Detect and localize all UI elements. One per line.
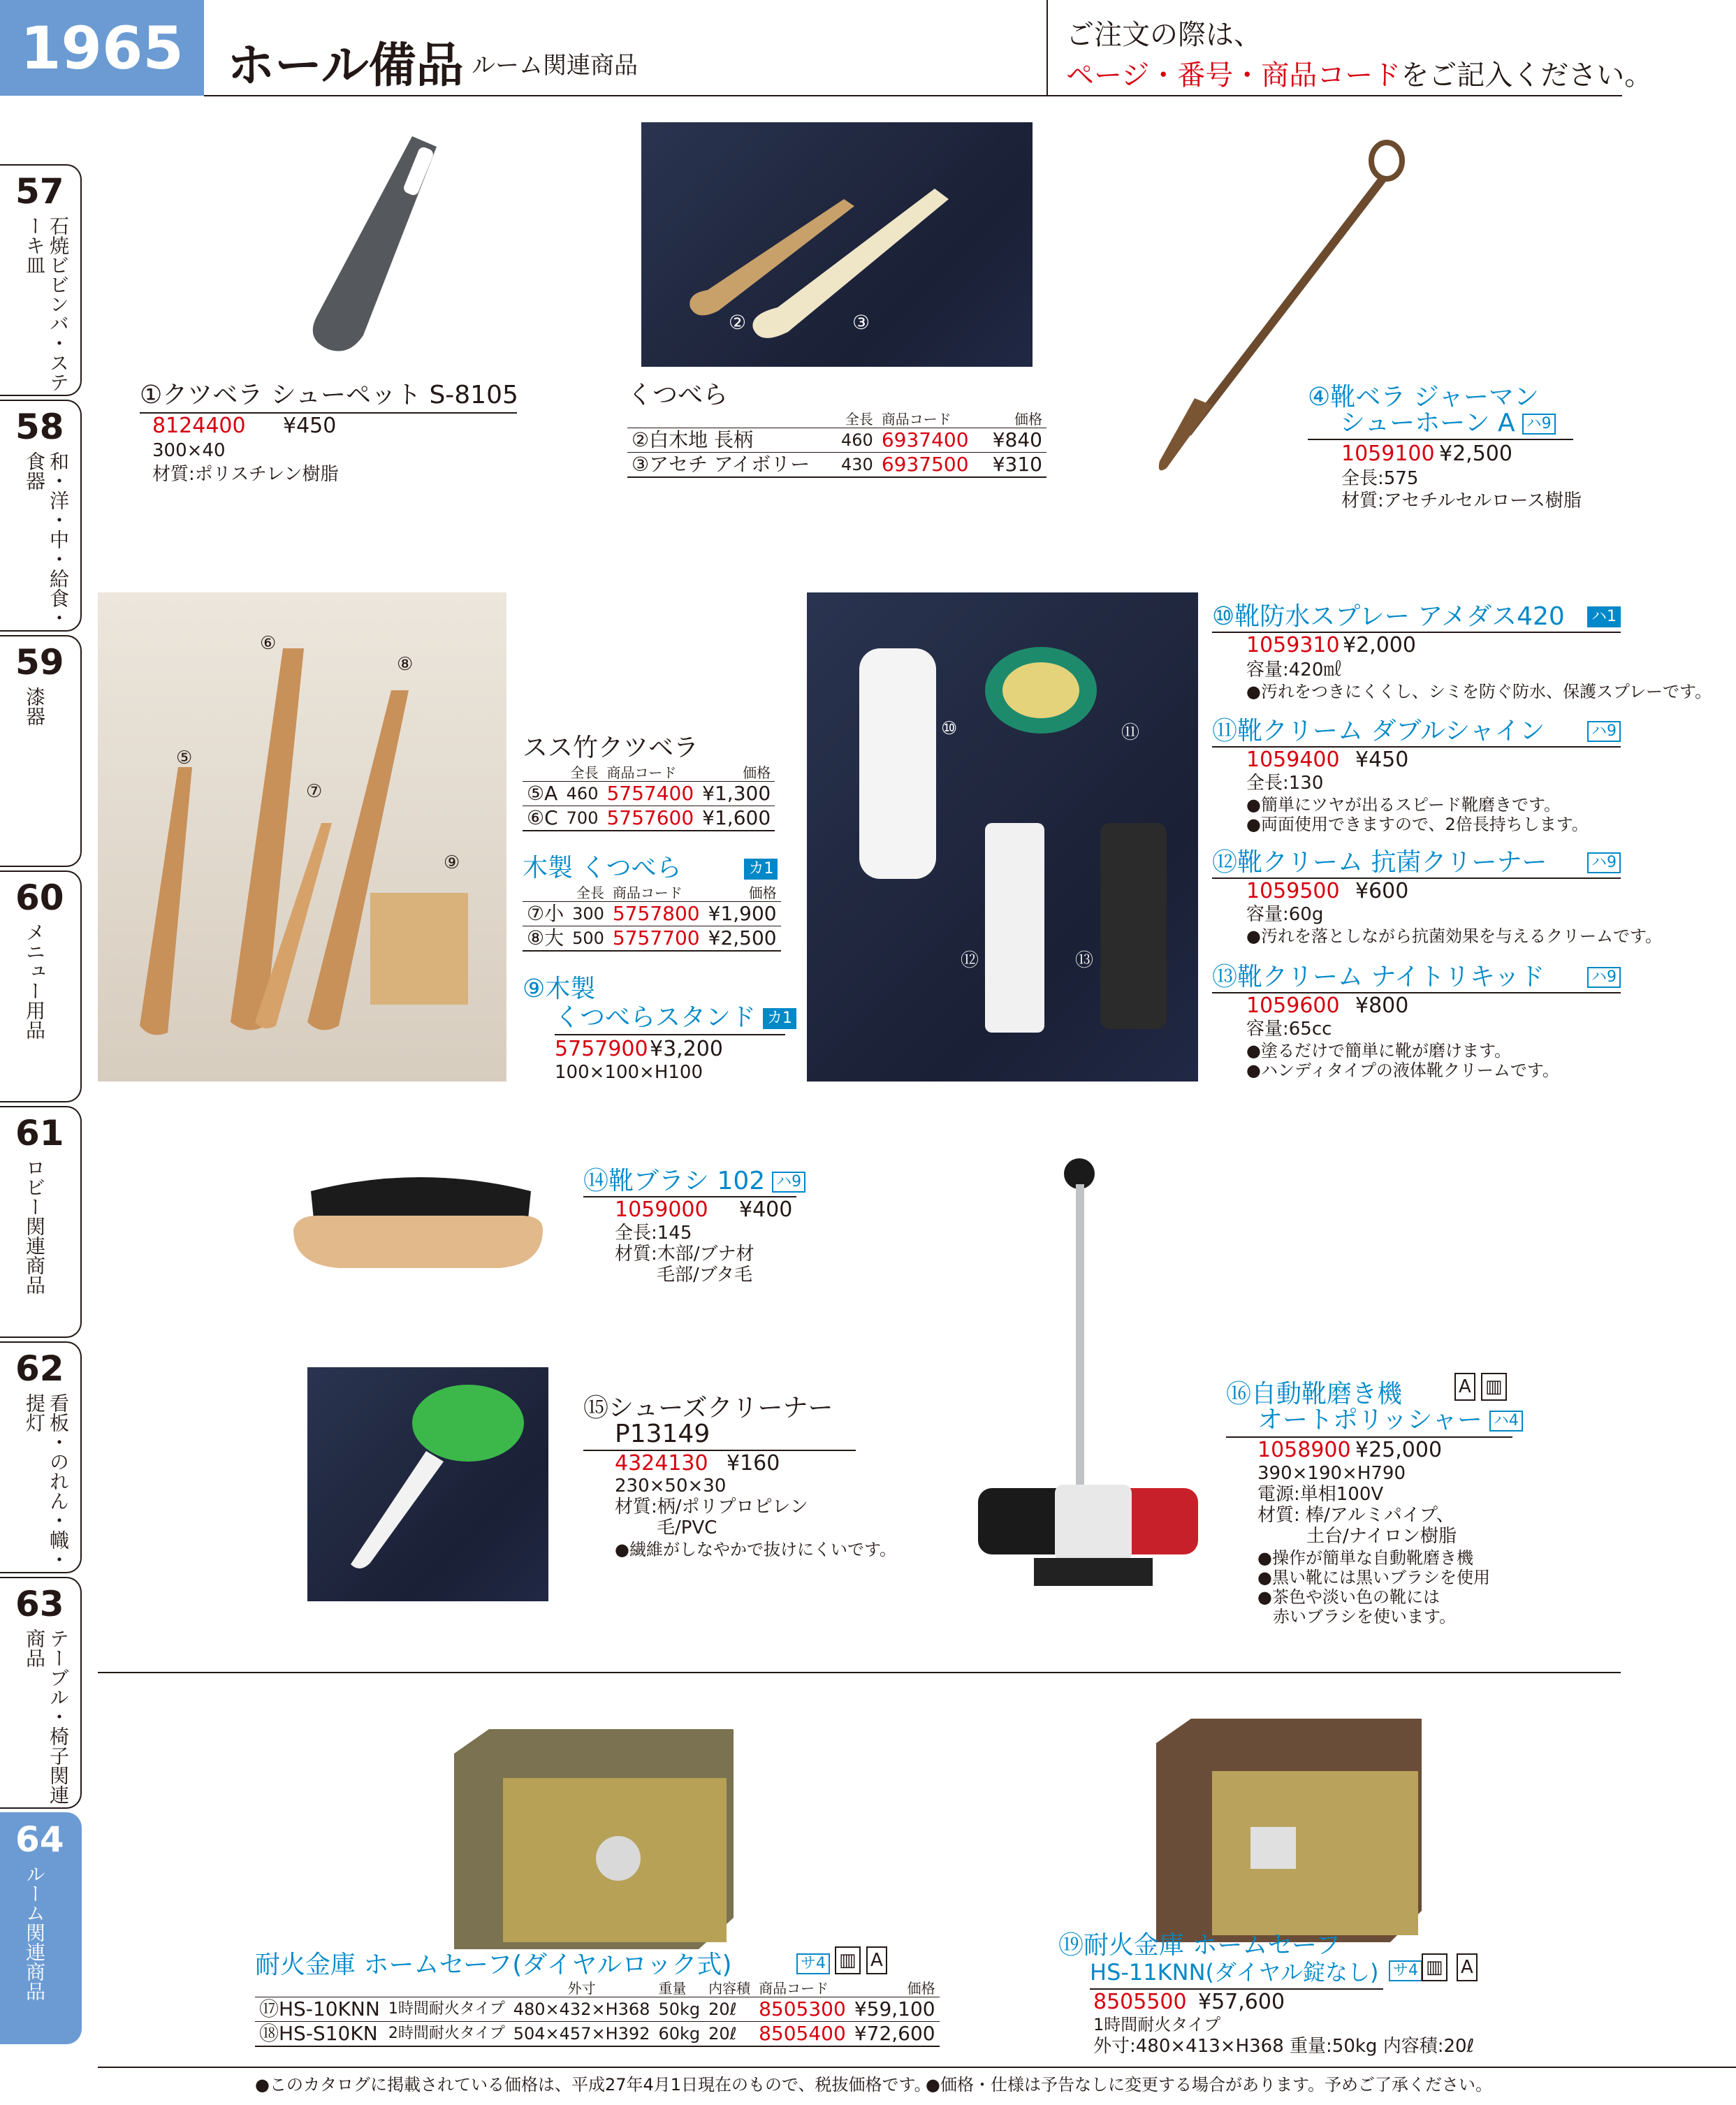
row-volume: 20ℓ: [704, 1997, 754, 2022]
item4-material: 材質:アセチルセルロース樹脂: [1341, 490, 1582, 511]
tab-label: 看板・のれん・幟・提灯: [23, 1393, 70, 1569]
tab-64[interactable]: [0, 1812, 82, 2044]
col-price: 価格: [748, 884, 777, 901]
photo-label-5: ⑤: [176, 748, 193, 769]
item14-title-text: ⑭靴ブラシ 102: [583, 1167, 766, 1195]
item15-note: ●繊維がしなやかで抜けにくいです。: [615, 1540, 897, 1559]
item11-price: ¥450: [1355, 748, 1409, 772]
row-price: ¥840: [982, 428, 1046, 453]
item23-title: くつべら: [627, 381, 729, 409]
item11-code: 1059400: [1246, 748, 1340, 772]
photo-label-13: ⑬: [1075, 950, 1094, 971]
item13-note2: ●ハンディタイプの液体靴クリームです。: [1246, 1061, 1559, 1080]
row-length: 430: [833, 453, 877, 478]
item4-title-line1: ④靴ベラ ジャーマン: [1308, 383, 1539, 411]
row-name: ⑧大: [523, 926, 568, 952]
tab-number: 58: [15, 407, 64, 447]
item4-badge: ハ9: [1522, 414, 1556, 435]
safe19-title-line2: HS-11KNN(ダイヤル錠なし): [1090, 1959, 1379, 1986]
safe19-code: 8505500: [1093, 1990, 1187, 2014]
item9-price: ¥3,200: [650, 1037, 723, 1061]
item4-rule: [1308, 439, 1573, 440]
tab-57[interactable]: [0, 164, 82, 396]
tab-58[interactable]: [0, 400, 82, 632]
tab-label: メニュー用品: [23, 922, 46, 1040]
photo-label-7: ⑦: [306, 781, 323, 802]
item15-material2: 毛/PVC: [657, 1517, 717, 1538]
item1-price: ¥450: [283, 414, 337, 438]
header-rule: [204, 95, 1622, 96]
tab-label: 和・洋・中・給食・食器: [23, 451, 70, 627]
item12-title: ⑫靴クリーム 抗菌クリーナー: [1212, 848, 1547, 877]
item12-code: 1059500: [1246, 879, 1340, 903]
col-volume: 内容積: [708, 1980, 751, 1997]
item14-badge: ハ9: [772, 1172, 805, 1193]
item9-title-line2: [555, 1003, 796, 1033]
row-weight: 50kg: [654, 1997, 704, 2022]
row-weight: 60kg: [654, 2022, 704, 2047]
item10-spec: 容量:420㎖: [1246, 660, 1342, 680]
safe-gold-image: [447, 1726, 741, 1956]
header-divider: [1046, 0, 1048, 96]
row-volume: 20ℓ: [704, 2022, 754, 2047]
col-price: 価格: [743, 764, 771, 781]
item13-spec: 容量:65cc: [1246, 1019, 1332, 1040]
col-price: 価格: [1014, 411, 1042, 428]
row-type: 1時間耐火タイプ: [384, 1997, 509, 2022]
footer-rule: [98, 2067, 1736, 2068]
item11-title: ⑪靴クリーム ダブルシャイン: [1212, 717, 1545, 745]
tab-62[interactable]: [0, 1341, 82, 1573]
row-code: 6937500: [877, 453, 983, 478]
photo-label-10: ⑩: [941, 718, 958, 739]
tab-number: 62: [15, 1348, 64, 1389]
shoehorn-pair-photo: [641, 122, 1033, 367]
auto-icon: A: [866, 1946, 887, 1974]
item13-badge: ハ9: [1587, 967, 1621, 988]
item56-table: [523, 764, 775, 831]
item78-title-text: 木製 くつべら: [523, 854, 682, 882]
item9-size: 100×100×H100: [555, 1062, 703, 1083]
row-price: ¥59,100: [850, 1997, 940, 2022]
item10-note: ●汚れをつきにくくし、シミを防ぐ防水、保護スプレーです。: [1246, 682, 1712, 701]
item12-price: ¥600: [1355, 879, 1409, 903]
col-length: 全長: [845, 411, 873, 428]
footer-price-note: ●このカタログに掲載されている価格は、平成27年4月1日現在のもので、税抜価格です。: [255, 2075, 931, 2095]
item16-title-line1: ⑯自動靴磨き機: [1226, 1380, 1403, 1408]
auto-icon: A: [1457, 1953, 1478, 1981]
item9-rule: [555, 1034, 785, 1035]
row-size: 504×457×H392: [509, 2022, 655, 2047]
tab-63[interactable]: [0, 1577, 82, 1809]
col-size: 外寸: [567, 1980, 596, 1997]
row-price: ¥1,900: [704, 902, 781, 926]
photo-label-3: ③: [852, 311, 870, 334]
item1-material: 材質:ポリスチレン樹脂: [152, 464, 339, 485]
tab-label: 石焼ビビンバ・ステーキ皿: [23, 216, 70, 392]
tab-number: 64: [15, 1819, 64, 1860]
building-icon: ▥: [835, 1946, 861, 1974]
item13-title: ⑬靴クリーム ナイトリキッド: [1212, 963, 1545, 991]
item9-code: 5757900: [555, 1037, 648, 1061]
item14-price: ¥400: [739, 1197, 793, 1222]
row-name: ⑤A: [523, 782, 562, 806]
item4-title-line2: [1340, 409, 1556, 438]
safe1718-table: [255, 1980, 940, 2047]
item9-title2: くつべらスタンド: [555, 1003, 757, 1032]
safe19-title-line1: ⑲耐火金庫 ホームセーフ: [1058, 1931, 1341, 1960]
row-name: ⑰HS-10KNN: [255, 1997, 384, 2022]
item16-title-line2: [1257, 1406, 1523, 1435]
item13-code: 1059600: [1246, 993, 1340, 1018]
item14-material1: 材質:木部/ブナ材: [615, 1244, 754, 1265]
row-length: 460: [833, 428, 877, 453]
tab-label: 漆器: [23, 687, 46, 726]
row-code: 5757700: [608, 926, 704, 952]
item15-title-line1: ⑮シューズクリーナー: [583, 1394, 833, 1422]
shoe-brush-image: [290, 1163, 548, 1275]
col-weight: 重量: [658, 1980, 687, 1997]
item16-title2: オートポリッシャー: [1257, 1406, 1482, 1434]
row-code: 5757600: [602, 806, 698, 831]
item16-note4: 赤いブラシを使います。: [1273, 1607, 1457, 1626]
row-type: 2時間耐火タイプ: [384, 2022, 509, 2047]
row-size: 480×432×H368: [509, 1997, 655, 2022]
auto-icon: A: [1454, 1373, 1475, 1401]
page-number: 1965: [0, 0, 204, 96]
row-code: 5757400: [602, 782, 698, 806]
photo-label-2: ②: [729, 311, 747, 334]
wood-shoehorns-photo: [98, 592, 506, 1081]
item15-title-line2: P13149: [615, 1420, 710, 1448]
col-length: 全長: [576, 884, 604, 901]
safe1718-badge: サ4: [796, 1953, 830, 1974]
col-code: 商品コード: [881, 411, 951, 428]
item14-code: 1059000: [615, 1197, 708, 1222]
row-price: ¥310: [982, 453, 1046, 478]
item1-size: 300×40: [152, 440, 226, 461]
safe19-badge: サ4: [1389, 1960, 1422, 1981]
item11-note2: ●両面使用できますので、2倍長持ちします。: [1246, 815, 1589, 834]
item4-price: ¥2,500: [1439, 442, 1512, 466]
safe1718-title: 耐火金庫 ホームセーフ(ダイヤルロック式): [255, 1951, 732, 1979]
item78-badge: カ1: [744, 859, 778, 880]
row-code: 6937400: [877, 428, 983, 453]
safe19-price: ¥57,600: [1198, 1990, 1285, 2014]
item9-title-line1: ⑨木製: [523, 975, 596, 1003]
item16-code: 1058900: [1257, 1438, 1351, 1462]
row-code: 5757800: [608, 902, 704, 926]
item12-note: ●汚れを落としながら抗菌効果を与えるクリームです。: [1246, 926, 1663, 946]
photo-label-11: ⑪: [1121, 722, 1140, 743]
order-notice-rest: をご記入ください。: [1401, 59, 1653, 92]
row-name: ③アセチ アイボリー: [627, 453, 833, 478]
item4-title2: シューホーン A: [1340, 409, 1515, 437]
row-name: ⑦小: [523, 902, 568, 926]
row-length: 300: [568, 902, 608, 926]
item10-price: ¥2,000: [1343, 633, 1416, 657]
tab-label: ルーム関連商品: [23, 1864, 46, 2001]
item15-size: 230×50×30: [615, 1476, 727, 1496]
tab-60[interactable]: [0, 871, 82, 1102]
photo-label-6: ⑥: [260, 633, 277, 654]
shoe-cleaner-illustration: [307, 1367, 548, 1601]
footer-change-note: ●価格・仕様は予告なしに変更する場合があります。予めご了承ください。: [926, 2075, 1493, 2095]
item10-title: ⑩靴防水スプレー アメダス420: [1212, 602, 1565, 631]
safe19-spec: 外寸:480×413×H368 重量:50kg 内容積:20ℓ: [1093, 2036, 1475, 2057]
wood-shoehorns-illustration: [98, 592, 506, 1081]
shoe-care-products-photo: [807, 592, 1198, 1081]
item1-code: 8124400: [152, 414, 246, 438]
item11-spec: 全長:130: [1246, 773, 1324, 794]
page-title: ホール備品: [227, 38, 464, 94]
tab-number: 61: [15, 1113, 64, 1153]
col-code: 商品コード: [759, 1980, 829, 1997]
row-price: ¥1,600: [698, 806, 775, 831]
row-price: ¥72,600: [850, 2022, 940, 2047]
shoe-cleaner-photo: [307, 1367, 548, 1601]
item78-title: [523, 854, 778, 883]
item14-material2: 毛部/ブタ毛: [657, 1265, 752, 1285]
row-length: 460: [562, 782, 603, 806]
item12-badge: ハ9: [1587, 852, 1621, 873]
item16-size: 390×190×H790: [1257, 1463, 1406, 1484]
item14-length: 全長:145: [615, 1223, 692, 1244]
item14-title: [583, 1167, 805, 1196]
tab-label: テーブル・椅子関連商品: [23, 1629, 70, 1805]
order-notice-highlight: ページ・番号・商品コード: [1066, 59, 1401, 92]
section-divider: [98, 1672, 1621, 1673]
item13-note1: ●塗るだけで簡単に靴が磨けます。: [1246, 1041, 1512, 1061]
col-code: 商品コード: [606, 764, 677, 781]
item11-note1: ●簡単にツヤが出るスピード靴磨きです。: [1246, 795, 1561, 815]
item16-badge: ハ4: [1489, 1411, 1523, 1432]
item9-badge: カ1: [763, 1008, 796, 1029]
shoe-care-illustration: [807, 592, 1198, 1081]
row-price: ¥1,300: [698, 782, 775, 806]
col-price: 価格: [907, 1980, 935, 1997]
item4-length: 全長:575: [1341, 468, 1419, 489]
row-length: 700: [562, 806, 603, 831]
item10-badge: ハ1: [1587, 606, 1621, 627]
item13-price: ¥800: [1355, 993, 1409, 1018]
item11-badge: ハ9: [1587, 721, 1621, 742]
tab-number: 63: [15, 1584, 64, 1624]
row-length: 500: [568, 926, 608, 952]
col-length: 全長: [570, 764, 599, 781]
building-icon: ▥: [1481, 1373, 1507, 1401]
tab-label: ロビー関連商品: [23, 1158, 46, 1295]
item16-material1: 材質: 棒/アルミパイプ、: [1257, 1505, 1454, 1526]
shoehorn-pair-illustration: [641, 122, 1033, 367]
row-name: ⑱HS-S10KN: [255, 2022, 384, 2047]
tab-59[interactable]: [0, 635, 82, 867]
item12-spec: 容量:60g: [1246, 904, 1324, 925]
tab-61[interactable]: [0, 1106, 82, 1338]
item4-code: 1059100: [1341, 442, 1435, 466]
row-name: ②白木地 長柄: [627, 428, 833, 453]
item16-power: 電源:単相100V: [1257, 1484, 1384, 1505]
item15-material1: 材質:柄/ポリプロピレン: [615, 1496, 808, 1517]
row-code: 8505400: [754, 2022, 850, 2047]
photo-label-9: ⑨: [444, 852, 460, 873]
item56-title: スス竹クツベラ: [523, 734, 699, 762]
item16-price: ¥25,000: [1355, 1438, 1443, 1462]
tab-number: 59: [15, 642, 64, 683]
item10-code: 1059310: [1246, 633, 1340, 657]
row-price: ¥2,500: [704, 926, 781, 952]
safe19-type: 1時間耐火タイプ: [1093, 2015, 1221, 2034]
item15-price: ¥160: [727, 1451, 780, 1476]
tab-number: 60: [15, 877, 64, 918]
page-subtitle: ルーム関連商品: [472, 52, 638, 80]
col-code: 商品コード: [612, 884, 683, 901]
item16-note1: ●操作が簡単な自動靴磨き機: [1257, 1548, 1473, 1568]
item16-note2: ●黒い靴には黒いブラシを使用: [1257, 1568, 1490, 1587]
item23-table: [627, 411, 1046, 478]
safe-brown-image: [1149, 1715, 1429, 1949]
item15-code: 4324130: [615, 1451, 708, 1476]
row-code: 8505300: [754, 1997, 850, 2022]
item1-title: ①クツベラ シューペット S-8105: [140, 381, 518, 409]
item16-material2: 土台/ナイロン樹脂: [1306, 1526, 1457, 1547]
order-notice-line1: ご注文の際は、: [1066, 19, 1262, 51]
photo-label-12: ⑫: [961, 950, 979, 971]
tab-number: 57: [15, 171, 64, 212]
row-name: ⑥C: [523, 806, 562, 831]
item16-note3: ●茶色や淡い色の靴には: [1257, 1587, 1440, 1607]
order-notice-line2: [1066, 53, 1652, 93]
photo-label-8: ⑧: [397, 654, 414, 675]
building-icon: ▥: [1422, 1953, 1447, 1981]
auto-polisher-image: [950, 1146, 1230, 1621]
shoehorn-gray-image: [224, 126, 447, 363]
item78-table: [523, 884, 781, 952]
